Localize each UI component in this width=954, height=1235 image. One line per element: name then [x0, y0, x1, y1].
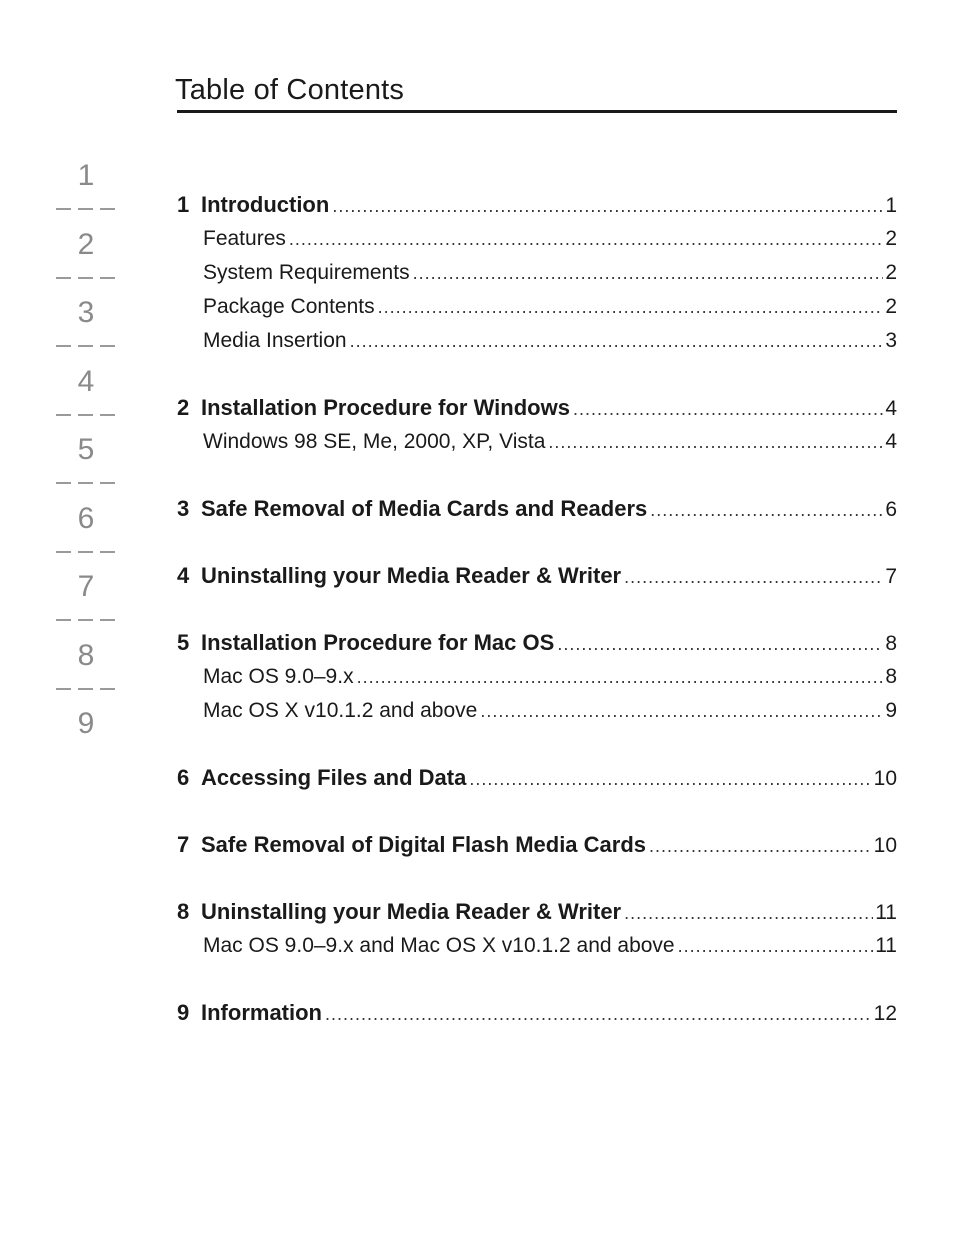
toc-entry-information[interactable] — [177, 996, 897, 1030]
toc-chapter-number: 6 — [177, 765, 190, 790]
side-nav-divider — [56, 345, 116, 347]
side-nav-number: 1 — [77, 159, 95, 192]
toc-chapter-number: 8 — [177, 899, 190, 924]
toc-entry-safe-removal-readers[interactable] — [177, 492, 897, 526]
side-nav-chapter-3[interactable] — [56, 295, 116, 364]
toc-chapter-title: Installation Procedure for Mac OS — [201, 630, 555, 655]
toc-subentry-title: System Requirements — [203, 261, 410, 284]
toc-subentry-system-requirements[interactable] — [177, 256, 897, 290]
toc-subentry-title: Package Contents — [203, 295, 375, 318]
toc-dot-leader — [413, 256, 884, 290]
side-nav-number: 4 — [77, 364, 95, 398]
toc-section-6 — [177, 761, 897, 795]
toc-section-5 — [177, 626, 897, 728]
side-nav-number: 3 — [77, 296, 95, 329]
toc-chapter-title: Uninstalling your Media Reader & Writer — [201, 563, 622, 588]
toc-subentry-mac-os-all[interactable] — [177, 929, 897, 963]
toc-chapter-title: Accessing Files and Data — [201, 765, 467, 790]
toc-dot-leader — [649, 829, 872, 863]
toc-chapter-title: Installation Procedure for Windows — [201, 395, 570, 420]
toc-chapter-title: Information — [201, 1000, 322, 1025]
toc-page-number: 2 — [885, 261, 897, 284]
toc-subentry-package-contents[interactable] — [177, 290, 897, 324]
toc-dot-leader — [548, 425, 883, 459]
toc-page-number: 8 — [885, 665, 897, 688]
toc-page-number: 11 — [875, 934, 897, 957]
toc-subentry-title: Windows 98 SE, Me, 2000, XP, Vista — [203, 430, 546, 453]
toc-subentry-title: Mac OS 9.0–9.x and Mac OS X v10.1.2 and above — [203, 934, 675, 957]
side-nav-number: 2 — [77, 227, 95, 261]
toc-dot-leader — [350, 324, 884, 358]
toc-entry-introduction[interactable] — [177, 188, 897, 222]
toc-section-8 — [177, 895, 897, 963]
toc-dot-leader — [624, 896, 873, 930]
toc-dot-leader — [469, 762, 871, 796]
side-nav-chapter-5[interactable] — [56, 432, 116, 501]
chapter-side-nav — [56, 158, 116, 775]
toc-subentry-mac-os-x[interactable] — [177, 694, 897, 728]
side-nav-number: 6 — [77, 501, 95, 535]
toc-subentry-windows-versions[interactable] — [177, 425, 897, 459]
side-nav-divider — [56, 208, 116, 210]
toc-chapter-title: Uninstalling your Media Reader & Writer — [201, 899, 622, 924]
toc-page-number: 3 — [885, 329, 897, 352]
toc-page-number: 7 — [885, 565, 897, 588]
title-rule — [177, 110, 897, 113]
toc-subentry-title: Features — [203, 227, 286, 250]
toc-dot-leader — [378, 290, 884, 324]
side-nav-divider — [56, 277, 116, 279]
toc-chapter-title: Introduction — [201, 192, 330, 217]
toc-chapter-number: 7 — [177, 832, 190, 857]
toc-chapter-number: 5 — [177, 630, 190, 655]
toc-page-number: 9 — [885, 699, 897, 722]
side-nav-chapter-1[interactable] — [56, 158, 116, 227]
side-nav-divider — [56, 414, 116, 416]
toc-section-7 — [177, 828, 897, 862]
toc-section-2 — [177, 391, 897, 459]
toc-page-number: 1 — [885, 194, 897, 217]
toc-page-number: 10 — [873, 767, 897, 790]
side-nav-chapter-7[interactable] — [56, 569, 116, 638]
toc-dot-leader — [624, 560, 883, 594]
side-nav-chapter-2[interactable] — [56, 227, 116, 296]
side-nav-divider — [56, 619, 116, 621]
toc-entry-safe-removal-flash[interactable] — [177, 828, 897, 862]
toc-chapter-number: 3 — [177, 496, 190, 521]
toc-dot-leader — [678, 929, 874, 963]
toc-page-number: 2 — [885, 295, 897, 318]
toc-page-number: 10 — [873, 834, 897, 857]
side-nav-number: 8 — [77, 638, 95, 672]
side-nav-divider — [56, 551, 116, 553]
side-nav-divider — [56, 688, 116, 690]
side-nav-chapter-4[interactable] — [56, 364, 116, 433]
toc-dot-leader — [650, 493, 883, 527]
page-title: Table of Contents — [175, 74, 405, 106]
toc-page-number: 4 — [885, 397, 897, 420]
toc-entry-accessing-files[interactable] — [177, 761, 897, 795]
toc-chapter-number: 2 — [177, 395, 190, 420]
toc-section-3 — [177, 492, 897, 526]
toc-dot-leader — [557, 627, 883, 661]
toc-entry-installation-mac[interactable] — [177, 626, 897, 660]
toc-section-9 — [177, 996, 897, 1030]
toc-chapter-number: 9 — [177, 1000, 190, 1025]
toc-dot-leader — [357, 660, 884, 694]
toc-dot-leader — [325, 997, 872, 1031]
toc-chapter-number: 1 — [177, 192, 190, 217]
toc-page-number: 2 — [885, 227, 897, 250]
side-nav-chapter-8[interactable] — [56, 638, 116, 707]
toc-entry-uninstalling-windows[interactable] — [177, 559, 897, 593]
side-nav-number: 5 — [77, 433, 95, 466]
toc-dot-leader — [289, 222, 883, 256]
side-nav-number: 9 — [77, 707, 95, 740]
toc-page-number: 11 — [875, 901, 897, 924]
toc-subentry-title: Mac OS X v10.1.2 and above — [203, 699, 478, 722]
toc-chapter-title: Safe Removal of Digital Flash Media Cards — [201, 832, 647, 857]
toc-section-1 — [177, 188, 897, 358]
toc-subentry-mac-os-9[interactable] — [177, 660, 897, 694]
toc-dot-leader — [480, 694, 883, 728]
toc-chapter-number: 4 — [177, 563, 190, 588]
side-nav-number: 7 — [77, 570, 95, 603]
toc-page-number: 6 — [885, 498, 897, 521]
toc-page-number: 12 — [873, 1002, 897, 1025]
table-of-contents — [177, 188, 897, 1063]
side-nav-chapter-9[interactable] — [56, 706, 116, 775]
toc-subentry-title: Mac OS 9.0–9.x — [203, 665, 354, 688]
toc-entry-uninstalling-mac[interactable] — [177, 895, 897, 929]
toc-page-number: 8 — [885, 632, 897, 655]
toc-dot-leader — [332, 189, 883, 223]
toc-dot-leader — [573, 392, 883, 426]
toc-section-4 — [177, 559, 897, 593]
toc-subentry-title: Media Insertion — [203, 329, 347, 352]
toc-subentry-media-insertion[interactable] — [177, 324, 897, 358]
toc-entry-installation-windows[interactable] — [177, 391, 897, 425]
side-nav-divider — [56, 482, 116, 484]
side-nav-chapter-6[interactable] — [56, 501, 116, 570]
toc-page-number: 4 — [885, 430, 897, 453]
toc-chapter-title: Safe Removal of Media Cards and Readers — [201, 496, 648, 521]
toc-subentry-features[interactable] — [177, 222, 897, 256]
